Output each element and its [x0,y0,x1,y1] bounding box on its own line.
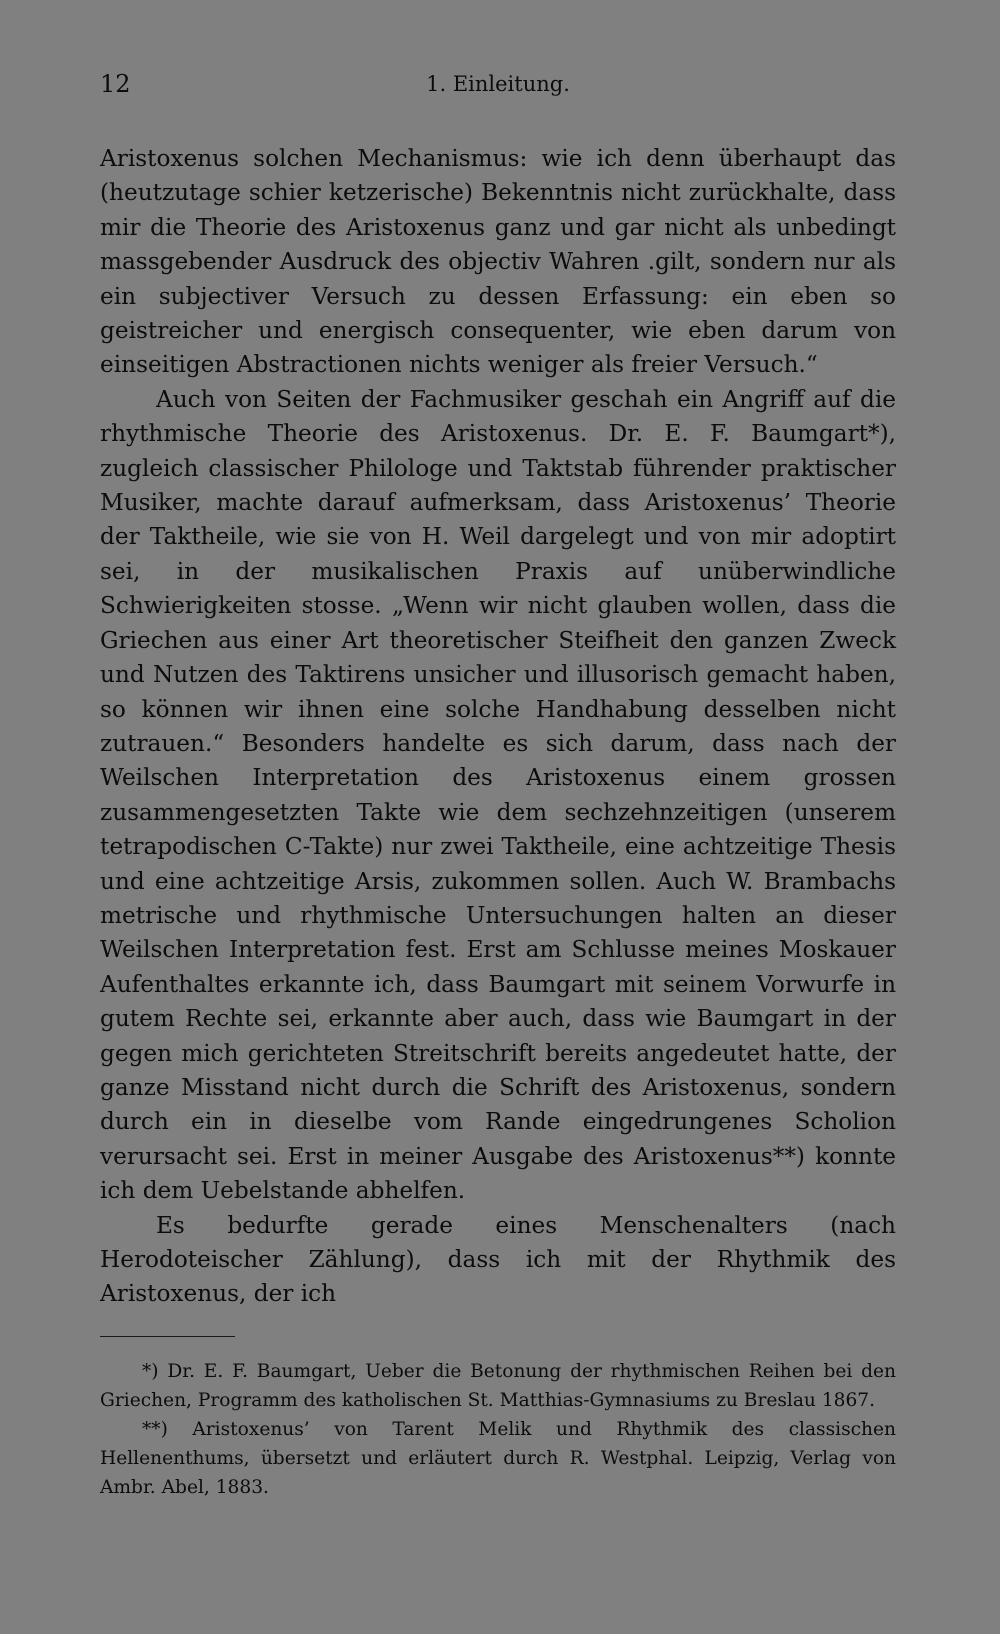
footnote-1: *) Dr. E. F. Baumgart, Ueber die Betonung der rhythmischen Reihen bei den Griechen, Programm des katholischen St. Matthias-Gymnasiums zu Breslau 1867. [100,1360,896,1411]
body-text [100,142,896,1312]
paragraph-continuation: Aristoxenus solchen Mechanismus: wie ich denn überhaupt das (heutzutage schier ketzerische) Bekenntnis nicht zurückhalte, dass mir die Theorie des Aristoxenus ganz und gar nicht als unbedingt massgebender Ausdruck des objectiv Wahren .gilt, sondern nur als ein subjectiver Versuch zu dessen Erfassung: ein eben so geistreicher und energisch consequenter, wie eben darum von einseitigen Abstractionen nichts weniger als freier Versuch.“ [100,145,896,379]
paragraph-menschenalter: Es bedurfte gerade eines Menschenalters (nach Herodoteischer Zählung), dass ich mit der Rhythmik des Aristoxenus, der ich [100,1211,896,1308]
chapter-title: 1. Einleitung. [426,72,570,96]
book-page [100,70,896,1502]
paragraph-baumgart: Auch von Seiten der Fachmusiker geschah ein Angriff auf die rhythmische Theorie des Aristoxenus. Dr. E. F. Baumgart*), zugleich classischer Philologe und Taktstab führender praktischer Musiker, machte darauf aufmerksam, dass Aristoxenus’ Theorie der Taktheile, wie sie von H. Weil dargelegt und von mir adoptirt sei, in der musikalischen Praxis auf unüberwindliche Schwierigkeiten stosse. „Wenn wir nicht glauben wollen, dass die Griechen aus einer Art theoretischer Steifheit den ganzen Zweck und Nutzen des Taktirens unsicher und illusorisch gemacht haben, so können wir ihnen eine solche Handhabung desselben nicht zutrauen.“ Besonders handelte es sich darum, dass nach der Weilschen Interpretation des Aristoxenus einem grossen zusammengesetzten Takte wie dem sechzehnzeitigen (unserem tetrapodischen C-Takte) nur zwei Taktheile, eine achtzeitige Thesis und eine achtzeitige Arsis, zukommen sollen. Auch W. Brambachs metrische und rhythmische Untersuchungen halten an dieser Weilschen Interpretation fest. Erst am Schlusse meines Moskauer Aufenthaltes erkannte ich, dass Baumgart mit seinem Vorwurfe in gutem Rechte sei, erkannte aber auch, dass wie Baumgart in der gegen mich gerichteten Streitschrift bereits angedeutet hatte, der ganze Misstand nicht durch die Schrift des Aristoxenus, sondern durch ein in dieselbe vom Rande eingedrungenes Scholion verursacht sei. Erst in meiner Ausgabe des Aristoxenus**) konnte ich dem Uebelstande abhelfen. [100,385,896,1205]
page-number: 12 [100,70,131,98]
footnote-divider [100,1336,235,1337]
running-head [100,70,896,110]
footnote-2: **) Aristoxenus’ von Tarent Melik und Rhythmik des classischen Hellenenthums, übersetzt und erläutert durch R. Westphal. Leipzig, Verlag von Ambr. Abel, 1883. [100,1418,896,1498]
footnotes [100,1357,896,1502]
